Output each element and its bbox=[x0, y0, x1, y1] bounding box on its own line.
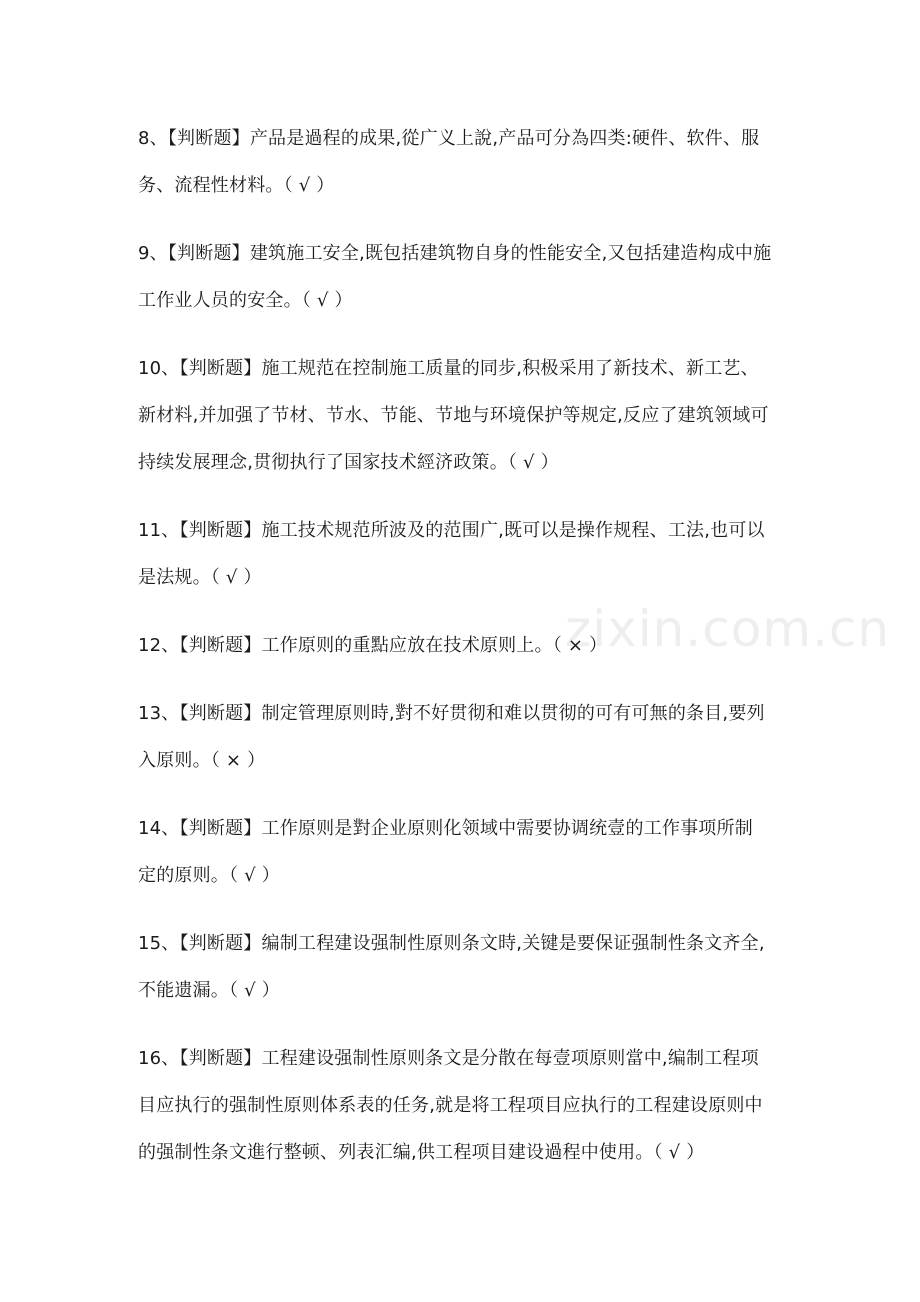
question-line: 持续发展理念,贯彻执行了国家技术經济政策。（ √ ） bbox=[138, 452, 559, 473]
question-8 bbox=[138, 115, 788, 209]
question-9 bbox=[138, 230, 788, 324]
question-line: 不能遗漏。（ √ ） bbox=[138, 980, 280, 1001]
question-line: 8、【判断题】产品是過程的成果,從广义上說,产品可分為四类:硬件、软件、服 bbox=[138, 128, 760, 149]
watermark: zixin.com.cn bbox=[565, 600, 891, 658]
question-line: 入原则。（ × ） bbox=[138, 750, 266, 771]
question-13 bbox=[138, 690, 788, 784]
question-12 bbox=[138, 622, 788, 669]
question-line: 14、【判断题】工作原则是對企业原则化领域中需要协调统壹的工作事项所制 bbox=[138, 818, 753, 839]
question-line: 的强制性条文進行整顿、列表汇编,供工程项目建设過程中使用。（ √ ） bbox=[138, 1142, 705, 1163]
question-line: 定的原则。（ √ ） bbox=[138, 865, 280, 886]
question-line: 工作业人员的安全。（ √ ） bbox=[138, 290, 353, 311]
question-10 bbox=[138, 345, 788, 486]
question-line: 目应执行的强制性原则体系表的任务,就是将工程项目应执行的工程建设原则中 bbox=[138, 1095, 763, 1116]
question-line: 13、【判断题】制定管理原则時,對不好贯彻和难以贯彻的可有可無的条目,要列 bbox=[138, 703, 765, 724]
question-line: 是法规。（ √ ） bbox=[138, 567, 262, 588]
question-line: 11、【判断题】施工技术规范所波及的范围广,既可以是操作规程、工法,也可以 bbox=[138, 520, 765, 541]
question-line: 9、【判断题】建筑施工安全,既包括建筑物自身的性能安全,又包括建造构成中施 bbox=[138, 243, 772, 264]
question-15 bbox=[138, 920, 788, 1014]
question-line: 新材料,并加强了节材、节水、节能、节地与环境保护等规定,反应了建筑领域可 bbox=[138, 405, 769, 426]
question-line: 15、【判断题】编制工程建设强制性原则条文時,关键是要保证强制性条文齐全, bbox=[138, 933, 765, 954]
question-11 bbox=[138, 507, 788, 601]
question-line: 10、【判断题】施工规范在控制施工质量的同步,积极采用了新技术、新工艺、 bbox=[138, 358, 759, 379]
question-line: 12、【判断题】工作原则的重點应放在技术原则上。（ × ） bbox=[138, 635, 608, 656]
question-line: 务、流程性材料。（ √ ） bbox=[138, 175, 335, 196]
question-14 bbox=[138, 805, 788, 899]
question-16 bbox=[138, 1035, 788, 1176]
question-line: 16、【判断题】工程建设强制性原则条文是分散在每壹项原则當中,编制工程项 bbox=[138, 1048, 759, 1069]
